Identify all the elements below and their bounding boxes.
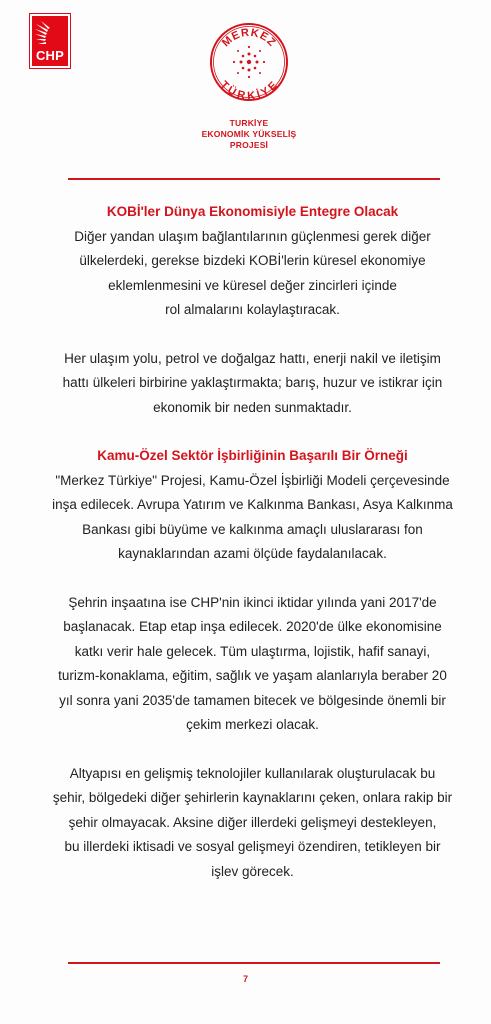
text-line: hattı ülkeleri birbirine yaklaştırmakta; barış, huzur ve istikrar için [62, 375, 443, 390]
brand-caption [186, 118, 312, 151]
text-line: Şehrin inşaatına ise CHP'nin ikinci iktidar yılında yani 2017'de [68, 594, 437, 610]
article-body [40, 200, 465, 884]
text-line: Her ulaşım yolu, petrol ve doğalgaz hattı, enerji nakil ve iletişim [64, 350, 441, 366]
section-heading: Kamu-Özel Sektör İşbirliğinin Başarılı Bir Örneği [97, 448, 408, 463]
section-heading: KOBİ'ler Dünya Ekonomisiyle Entegre Olacak [106, 204, 399, 219]
brand-caption-line: EKONOMİK YÜKSELİŞ [201, 129, 297, 139]
text-line: bu illerdeki iktisadi ve sosyal gelişmeyi özendiren, tetikleyen bir [64, 839, 441, 854]
merkez-turkiye-seal [209, 22, 289, 102]
text-line: eklemlenmesini ve küresel değer zincirleri içinde [108, 277, 397, 293]
paragraph [40, 469, 465, 567]
seal-bottom-text: TÜRKİYE [217, 78, 281, 102]
text-line: ülkelerdeki, gerekse bizdeki KOBİ'lerin küresel ekonomiye [79, 253, 426, 268]
text-line: şehir, bölgedeki diğer şehirlerin kaynaklarını çeken, onlara rakip bir [52, 790, 453, 805]
brand-caption-line: PROJESİ [229, 140, 269, 150]
text-line: çekim merkezi olacak. [186, 717, 319, 732]
text-line: turizm-konaklama, eğitim, sağlık ve yaşam alanlarıyla beraber 20 [58, 668, 447, 683]
chp-logo-text: CHP [35, 48, 65, 63]
brand-caption-line: TURKİYE [229, 118, 269, 128]
text-line: rol almalarını kolaylaştıracak. [165, 302, 340, 317]
top-divider [68, 178, 440, 180]
svg-text:TÜRKİYE [218, 79, 281, 102]
text-line: kaynaklarından azami ölçüde faydalanılacak. [118, 546, 387, 561]
paragraph [40, 347, 465, 421]
paragraph [40, 762, 465, 885]
text-line: Bankası gibi büyüme ve kalkınma amaçlı uluslararası fon [82, 521, 423, 537]
seal-top-text: MERKEZ [219, 26, 279, 50]
merkez-turkiye-brand [186, 22, 312, 172]
text-line: yıl sonra yani 2035'de tamamen bitecek ve bölgesinde önemli bir [59, 692, 446, 708]
paragraph [40, 591, 465, 738]
chp-logo [30, 14, 70, 68]
bottom-divider [68, 962, 440, 964]
page-number: 7 [242, 974, 248, 984]
text-line: Altyapısı en gelişmiş teknolojiler kullanılarak oluşturulacak bu [69, 765, 436, 781]
text-line: başlanacak. Etap etap inşa edilecek. 2020'de ülke ekonomisine [63, 619, 442, 634]
text-line: şehir olmayacak. Aksine diğer illerdeki gelişmeyi destekleyen, [68, 814, 437, 830]
paragraph [40, 225, 465, 323]
text-line: ekonomik bir neden sunmaktadır. [153, 399, 352, 415]
text-line: inşa edilecek. Avrupa Yatırım ve Kalkınma Bankası, Asya Kalkınma [52, 497, 453, 512]
text-line: "Merkez Türkiye" Projesi, Kamu-Özel İşbirliği Modeli çerçevesinde [55, 472, 450, 488]
text-line: katkı verir hale gelecek. Tüm ulaştırma, lojistik, hafif sanayi, [74, 643, 431, 659]
chp-arrows-icon [32, 18, 70, 48]
text-line: Diğer yandan ulaşım bağlantılarının güçlenmesi gerek diğer [74, 228, 431, 244]
text-line: işlev görecek. [211, 863, 294, 879]
